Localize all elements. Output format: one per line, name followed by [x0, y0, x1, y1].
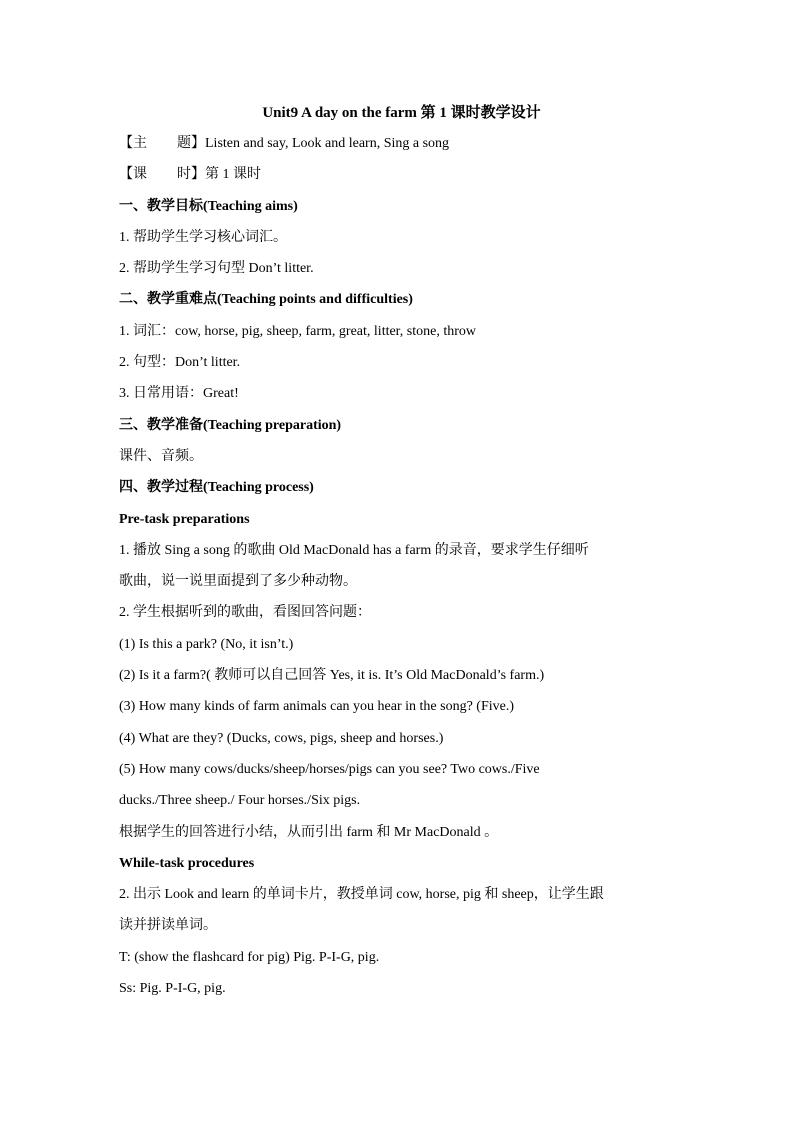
theme-label-char-1: 主 — [133, 136, 147, 151]
lesson-bracket-close: 】 — [191, 167, 205, 183]
pre-task-line: (5) How many cows/ducks/sheep/horses/pigs can you see? Two cows./Five — [119, 761, 540, 777]
pre-task-line: 根据学生的回答进行小结，从而引出 farm 和 Mr MacDonald 。 — [119, 824, 499, 840]
lesson-label-char-2: 时 — [177, 167, 191, 183]
pre-task-line: 1. 播放 Sing a song 的歌曲 Old MacDonald has a farm 的录音，要求学生仔细听 — [119, 542, 589, 558]
preparation-heading: 三、教学准备(Teaching preparation) — [119, 417, 342, 433]
lesson-row — [119, 159, 684, 190]
pre-task-line: (2) Is it a farm?( 教师可以自己回答 Yes, it is. It’s Old MacDonald’s farm.) — [119, 668, 545, 684]
while-task-line: 2. 出示 Look and learn 的单词卡片，教授单词 cow, horse, pig 和 sheep，让学生跟 — [119, 887, 604, 903]
pre-task-line: 2. 学生根据听到的歌曲，看图回答问题： — [119, 605, 371, 621]
aims-item: 2. 帮助学生学习句型 Don’t litter. — [119, 261, 314, 277]
lesson-label-char-1: 课 — [133, 167, 147, 183]
process-heading: 四、教学过程(Teaching process) — [119, 480, 314, 496]
theme-row — [119, 128, 684, 159]
aims-item: 1. 帮助学生学习核心词汇。 — [119, 229, 287, 245]
page-title: Unit9 A day on the farm 第 1 课时教学设计 — [262, 105, 541, 121]
while-task-line: T: (show the flashcard for pig) Pig. P-I-G, pig. — [119, 949, 380, 965]
pre-task-line: (1) Is this a park? (No, it isn’t.) — [119, 636, 294, 652]
pre-task-line: ducks./Three sheep./ Four horses./Six pigs. — [119, 793, 361, 809]
aims-heading: 一、教学目标(Teaching aims) — [119, 198, 298, 214]
pre-task-heading: Pre-task preparations — [119, 511, 250, 527]
pre-task-line: 歌曲，说一说里面提到了多少种动物。 — [119, 574, 357, 590]
preparation-item: 课件、音频。 — [119, 448, 203, 464]
theme-value: Listen and say, Look and learn, Sing a song — [205, 136, 450, 151]
while-task-line: Ss: Pig. P-I-G, pig. — [119, 981, 226, 997]
while-task-heading: While-task procedures — [119, 855, 255, 871]
while-task-line: 读并拼读单词。 — [119, 918, 217, 934]
pre-task-line: (4) What are they? (Ducks, cows, pigs, sheep and horses.) — [119, 730, 444, 746]
theme-label-char-2: 题 — [177, 136, 191, 151]
lesson-bracket-open: 【 — [119, 167, 133, 183]
difficulties-item: 2. 句型：Don’t litter. — [119, 355, 241, 371]
difficulties-heading: 二、教学重难点(Teaching points and difficulties) — [119, 292, 413, 308]
difficulties-item: 3. 日常用语：Great! — [119, 386, 239, 402]
theme-bracket-open: 【 — [119, 136, 133, 151]
pre-task-line: (3) How many kinds of farm animals can you hear in the song? (Five.) — [119, 699, 515, 715]
theme-bracket-close: 】 — [191, 136, 205, 151]
difficulties-item: 1. 词汇：cow, horse, pig, sheep, farm, great, litter, stone, throw — [119, 323, 476, 339]
lesson-value: 第 1 课时 — [205, 167, 261, 183]
